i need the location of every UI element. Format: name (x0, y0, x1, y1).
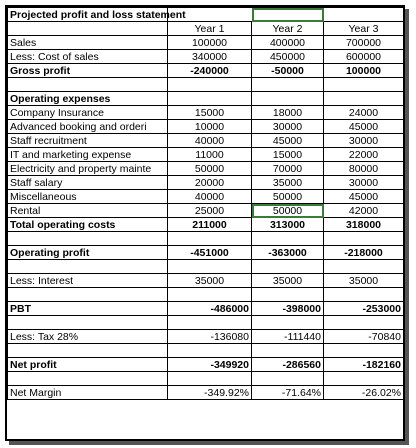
title-row (8, 8, 404, 22)
value-cell-year-3[interactable]: 318000 (324, 218, 404, 232)
value-cell-year-2[interactable]: -71.64% (252, 386, 324, 400)
value-cell-year-3[interactable] (324, 78, 404, 92)
row-label[interactable]: Operating profit (8, 246, 168, 260)
value-cell-year-3[interactable] (324, 344, 404, 358)
profit-loss-table (7, 7, 404, 400)
row-label[interactable]: Operating expenses (8, 92, 168, 106)
value-cell-year-3[interactable]: 100000 (324, 64, 404, 78)
value-cell-year-3[interactable]: 42000 (324, 204, 404, 218)
value-cell-year-2[interactable]: 50000 (252, 204, 324, 218)
value-cell-year-1[interactable]: 35000 (168, 274, 252, 288)
table-row (8, 106, 404, 120)
value-cell-year-2[interactable]: 35000 (252, 274, 324, 288)
value-cell-year-1[interactable]: -349920 (168, 358, 252, 372)
value-cell-year-2[interactable]: -398000 (252, 302, 324, 316)
value-cell-year-1[interactable] (168, 344, 252, 358)
title-blank-cell[interactable] (324, 8, 404, 22)
row-label[interactable]: Advanced booking and orderi (8, 120, 168, 134)
row-label[interactable]: Net Margin (8, 386, 168, 400)
value-cell-year-1[interactable]: 15000 (168, 106, 252, 120)
value-cell-year-2[interactable]: 15000 (252, 148, 324, 162)
value-cell-year-2[interactable]: 400000 (252, 36, 324, 50)
value-cell-year-2[interactable] (252, 260, 324, 274)
value-cell-year-1[interactable]: 40000 (168, 134, 252, 148)
table-row (8, 302, 404, 316)
value-cell-year-2[interactable]: -111440 (252, 330, 324, 344)
value-cell-year-3[interactable]: -182160 (324, 358, 404, 372)
row-label[interactable] (8, 316, 168, 330)
value-cell-year-3[interactable]: 24000 (324, 106, 404, 120)
value-cell-year-1[interactable]: 11000 (168, 148, 252, 162)
value-cell-year-3[interactable] (324, 260, 404, 274)
value-cell-year-2[interactable]: 35000 (252, 176, 324, 190)
value-cell-year-3[interactable]: 35000 (324, 274, 404, 288)
table-row (8, 162, 404, 176)
row-label[interactable] (8, 288, 168, 302)
row-label[interactable]: Less: Interest (8, 274, 168, 288)
table-row (8, 50, 404, 64)
spacer-row (8, 288, 404, 302)
header-year-1[interactable]: Year 1 (168, 22, 252, 36)
table-row (8, 92, 404, 106)
table-row (8, 330, 404, 344)
value-cell-year-3[interactable] (324, 92, 404, 106)
value-cell-year-2[interactable]: -286560 (252, 358, 324, 372)
value-cell-year-2[interactable] (252, 316, 324, 330)
value-cell-year-3[interactable]: -70840 (324, 330, 404, 344)
value-cell-year-2[interactable] (252, 232, 324, 246)
value-cell-year-1[interactable] (168, 288, 252, 302)
spacer-row (8, 344, 404, 358)
row-label[interactable] (8, 344, 168, 358)
value-cell-year-2[interactable]: 50000 (252, 190, 324, 204)
value-cell-year-3[interactable]: 30000 (324, 176, 404, 190)
value-cell-year-3[interactable]: -218000 (324, 246, 404, 260)
value-cell-year-2[interactable]: 30000 (252, 120, 324, 134)
row-label[interactable]: Less: Tax 28% (8, 330, 168, 344)
spacer-row (8, 232, 404, 246)
value-cell-year-1[interactable] (168, 372, 252, 386)
value-cell-year-2[interactable] (252, 78, 324, 92)
value-cell-year-2[interactable]: 45000 (252, 134, 324, 148)
value-cell-year-2[interactable] (252, 92, 324, 106)
table-row (8, 148, 404, 162)
value-cell-year-2[interactable]: 313000 (252, 218, 324, 232)
value-cell-year-3[interactable]: 30000 (324, 134, 404, 148)
row-label[interactable] (8, 372, 168, 386)
row-label[interactable]: Rental (8, 204, 168, 218)
value-cell-year-2[interactable]: 18000 (252, 106, 324, 120)
value-cell-year-1[interactable]: 25000 (168, 204, 252, 218)
value-cell-year-1[interactable]: -240000 (168, 64, 252, 78)
table-row (8, 134, 404, 148)
value-cell-year-2[interactable]: 450000 (252, 50, 324, 64)
table-row (8, 358, 404, 372)
table-row (8, 64, 404, 78)
value-cell-year-1[interactable]: 211000 (168, 218, 252, 232)
value-cell-year-3[interactable]: 700000 (324, 36, 404, 50)
value-cell-year-1[interactable]: -486000 (168, 302, 252, 316)
row-label[interactable]: Net profit (8, 358, 168, 372)
spreadsheet-frame (5, 5, 405, 441)
value-cell-year-3[interactable]: 45000 (324, 190, 404, 204)
value-cell-year-2[interactable]: 70000 (252, 162, 324, 176)
header-year-3[interactable]: Year 3 (324, 22, 404, 36)
table-row (8, 386, 404, 400)
row-label[interactable]: Less: Cost of sales (8, 50, 168, 64)
table-row (8, 218, 404, 232)
value-cell-year-3[interactable]: 80000 (324, 162, 404, 176)
value-cell-year-3[interactable]: 45000 (324, 120, 404, 134)
row-label[interactable]: Electricity and property mainte (8, 162, 168, 176)
value-cell-year-1[interactable]: -136080 (168, 330, 252, 344)
value-cell-year-3[interactable]: -26.02% (324, 386, 404, 400)
row-label[interactable]: Miscellaneous (8, 190, 168, 204)
spacer-row (8, 316, 404, 330)
value-cell-year-1[interactable] (168, 78, 252, 92)
value-cell-year-2[interactable] (252, 288, 324, 302)
value-cell-year-2[interactable] (252, 372, 324, 386)
title-blank-cell[interactable] (252, 8, 324, 22)
value-cell-year-3[interactable]: 22000 (324, 148, 404, 162)
value-cell-year-1[interactable]: 10000 (168, 120, 252, 134)
value-cell-year-1[interactable]: 20000 (168, 176, 252, 190)
row-label[interactable]: Sales (8, 36, 168, 50)
value-cell-year-1[interactable]: -349.92% (168, 386, 252, 400)
value-cell-year-3[interactable] (324, 288, 404, 302)
row-label[interactable]: Staff recruitment (8, 134, 168, 148)
value-cell-year-1[interactable] (168, 232, 252, 246)
row-label[interactable] (8, 78, 168, 92)
value-cell-year-1[interactable]: 340000 (168, 50, 252, 64)
header-blank-cell[interactable] (8, 22, 168, 36)
spacer-row (8, 372, 404, 386)
row-label[interactable]: PBT (8, 302, 168, 316)
table-row (8, 246, 404, 260)
table-row (8, 120, 404, 134)
row-label[interactable]: Total operating costs (8, 218, 168, 232)
row-label[interactable]: Company Insurance (8, 106, 168, 120)
row-label[interactable] (8, 260, 168, 274)
table-row (8, 36, 404, 50)
sheet-title[interactable]: Projected profit and loss statement (8, 8, 168, 22)
spacer-row (8, 260, 404, 274)
value-cell-year-1[interactable] (168, 316, 252, 330)
header-year-2[interactable]: Year 2 (252, 22, 324, 36)
value-cell-year-2[interactable] (252, 344, 324, 358)
value-cell-year-3[interactable] (324, 316, 404, 330)
row-label[interactable] (8, 232, 168, 246)
value-cell-year-1[interactable] (168, 260, 252, 274)
value-cell-year-1[interactable]: 50000 (168, 162, 252, 176)
header-row (8, 22, 404, 36)
row-label[interactable]: Staff salary (8, 176, 168, 190)
value-cell-year-3[interactable]: 600000 (324, 50, 404, 64)
spacer-row (8, 78, 404, 92)
value-cell-year-1[interactable]: 40000 (168, 190, 252, 204)
value-cell-year-3[interactable]: -253000 (324, 302, 404, 316)
row-label[interactable]: IT and marketing expense (8, 148, 168, 162)
value-cell-year-2[interactable]: -363000 (252, 246, 324, 260)
table-row (8, 204, 404, 218)
value-cell-year-1[interactable]: -451000 (168, 246, 252, 260)
value-cell-year-1[interactable]: 100000 (168, 36, 252, 50)
table-row (8, 176, 404, 190)
value-cell-year-2[interactable]: -50000 (252, 64, 324, 78)
table-row (8, 190, 404, 204)
table-row (8, 274, 404, 288)
value-cell-year-1[interactable] (168, 92, 252, 106)
row-label[interactable]: Gross profit (8, 64, 168, 78)
value-cell-year-3[interactable] (324, 232, 404, 246)
value-cell-year-3[interactable] (324, 372, 404, 386)
